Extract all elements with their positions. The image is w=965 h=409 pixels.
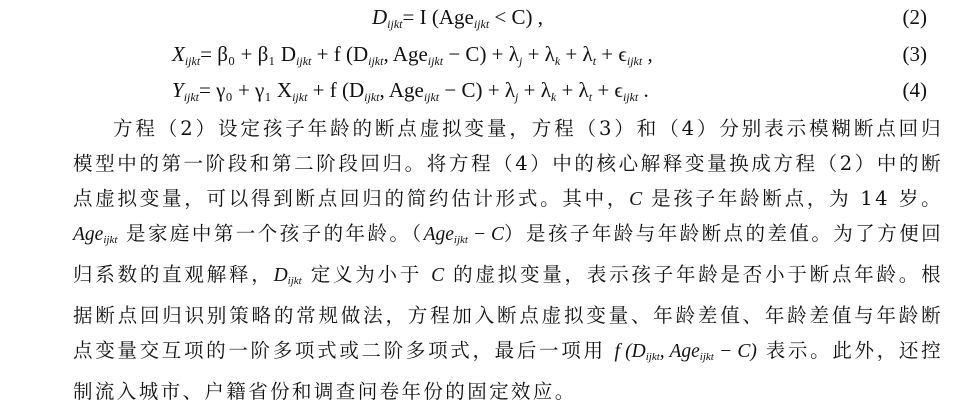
para-seg-1: 方程（2）设定孩子年龄的断点虚拟变量，方程（3）和（4）分别表示模糊断点回归模型中的第一阶段和第二阶段回归。将方程（4）中的核心解释变量换成方程（2）中的断点虚拟变量，可以得到断点回归的简约估计形式。其中，	[73, 117, 943, 210]
math-age-diff-tail: − C	[467, 224, 504, 246]
eq4-part2: + f (D	[307, 78, 365, 102]
eq2-rhs-tail: < C) ,	[489, 5, 543, 29]
eq2-rhs: = I (Age	[402, 5, 474, 29]
para-seg-5: 定义为小于	[301, 263, 432, 287]
eq4-part4: − C) + λ	[439, 78, 516, 102]
eq3-part4: − C) + λ	[443, 42, 519, 66]
math-f-tail: − C)	[713, 340, 757, 362]
eq4-lhs: Y	[172, 78, 184, 102]
eq4-part1-sub: ijkt	[292, 90, 308, 104]
para-seg-7: 表示。此外，还控制流入城市、户籍省份和调查问卷年份的固定效应。	[73, 338, 943, 403]
eq4-lhs-sub: ijkt	[183, 90, 200, 104]
eq3-lhs-sub: ijkt	[184, 54, 201, 68]
eq3-part1-sub: ijkt	[296, 54, 312, 68]
eq3-lambda-t-sub: t	[592, 54, 597, 68]
math-C: C	[629, 188, 643, 210]
equation-2-expression	[372, 2, 543, 39]
eq3-part1: = β₀ + β₁ D	[200, 42, 297, 66]
eq2-rhs-sub: ijkt	[473, 17, 490, 31]
math-D: D	[273, 265, 288, 287]
eq3-part2-sub: ijkt	[368, 54, 384, 68]
eq3-epsilon-sub: ijkt	[626, 54, 643, 68]
eq4-part5: + λ	[518, 78, 551, 102]
math-D-sub: ijkt	[287, 275, 302, 288]
eq3-lambda-k-sub: k	[554, 54, 561, 68]
eq4-part2-sub: ijkt	[364, 90, 380, 104]
eq3-part5: + λ	[522, 42, 555, 66]
eq3-part6: + λ	[560, 42, 593, 66]
eq3-lhs: X	[172, 42, 185, 66]
eq4-epsilon-sub: ijkt	[622, 90, 639, 104]
math-f-sub: ijkt	[645, 350, 660, 363]
math-f-sub-2: ijkt	[699, 350, 714, 363]
eq3-part3: , Age	[383, 42, 428, 66]
equation-4-expression	[172, 75, 649, 112]
eq3-part2: + f (D	[311, 42, 369, 66]
eq4-part7: + ϵ	[592, 78, 623, 102]
eq4-part3: , Age	[379, 78, 424, 102]
eq4-tail: .	[638, 78, 649, 102]
equation-3-number: (3)	[902, 42, 927, 66]
eq4-part1: = γ₀ + γ₁ X	[199, 78, 293, 102]
eq4-part6: + λ	[556, 78, 589, 102]
body-paragraph	[73, 112, 943, 409]
eq3-part7: + ϵ	[596, 42, 627, 66]
eq3-tail: ,	[642, 42, 653, 66]
equation-4	[0, 75, 965, 105]
equation-2-number: (2)	[902, 5, 927, 29]
para-seg-2: 是孩子年龄断点，为 14 岁。	[642, 186, 943, 210]
math-age: Age	[73, 224, 104, 246]
eq4-lambda-t-sub: t	[588, 90, 593, 104]
eq3-part3-sub: ijkt	[427, 54, 444, 68]
math-age-sub: ijkt	[103, 234, 118, 247]
equation-3-expression	[172, 39, 653, 76]
math-age-diff: Age	[423, 224, 454, 246]
para-seg-6: 的虚拟变量，表示孩子年龄是否小于断点年龄。根据断点回归识别策略的常规做法，方程加入断点虚拟变量、年龄差值、年龄差值与年龄断点变量交互项的一阶多项式或二阶多项式，最后一项用	[73, 263, 943, 362]
para-seg-3: 是家庭中第一个孩子的年龄。（	[117, 222, 424, 246]
para-seg-4: ）是孩子年龄与年龄断点的差值。为了方便回归系数的直观解释，	[73, 222, 943, 287]
equation-3	[0, 39, 965, 69]
math-age-diff-sub: ijkt	[453, 234, 468, 247]
equation-4-number: (4)	[902, 78, 927, 102]
eq3-lambda-j-sub: j	[518, 54, 523, 68]
math-f: f (D	[614, 340, 646, 362]
math-f-mid: , Age	[659, 340, 700, 362]
math-C-2: C	[431, 265, 445, 287]
eq2-lhs-sub: ijkt	[387, 17, 403, 31]
paragraph-text	[73, 112, 943, 409]
eq4-lambda-j-sub: j	[515, 90, 519, 104]
eq2-lhs: D	[372, 5, 388, 29]
eq4-part3-sub: ijkt	[423, 90, 440, 104]
eq4-lambda-k-sub: k	[550, 90, 557, 104]
equation-2	[0, 2, 965, 32]
